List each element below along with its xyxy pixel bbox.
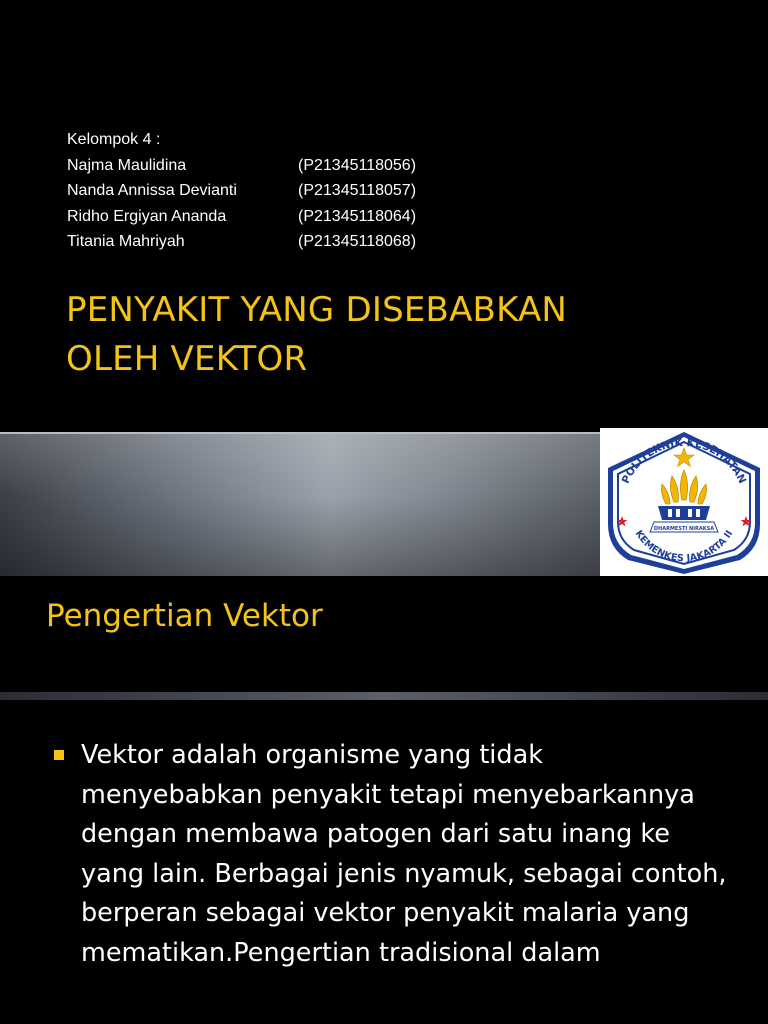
- member-nim: (P21345118068): [298, 233, 417, 250]
- title-line-2: OLEH VEKTOR: [66, 339, 308, 379]
- member-nim: (P21345118064): [298, 207, 417, 225]
- member-name: Nanda Annissa Devianti: [67, 182, 237, 199]
- decorative-band: [0, 692, 768, 700]
- group-label: Kelompok 4 :: [67, 131, 161, 148]
- member-name: Najma Maulidina: [67, 156, 187, 174]
- member-nim: (P21345118057): [298, 182, 417, 199]
- decorative-band-shade: [0, 432, 600, 576]
- member-nim: (P21345118056): [298, 156, 417, 174]
- content-area: [0, 700, 768, 1024]
- member-list: [67, 127, 416, 255]
- poltekkes-logo-icon: [600, 428, 768, 576]
- slide-title-heading: [66, 286, 726, 384]
- member-row: [67, 178, 416, 204]
- bullet-square-icon: [54, 750, 64, 760]
- svg-text:DHARMESTI NIRAKSA: DHARMESTI NIRAKSA: [653, 526, 715, 532]
- slide-content: [0, 576, 768, 1024]
- member-row: [67, 229, 416, 255]
- svg-text:POLITEKNIK KESEHATAN: POLITEKNIK KESEHATAN: [619, 436, 749, 486]
- member-name: Titania Mahriyah: [67, 233, 185, 250]
- institution-logo: [600, 428, 768, 576]
- bullet-text: Vektor adalah organisme yang tidak menyebabkan penyakit tetapi menyebarkannya dengan membawa patogen dari satu inang ke yang lain. Berbagai jenis nyamuk, sebagai contoh, berperan sebagai vektor penyakit malaria yang mematikan.Pengertian tradisional dalam: [81, 740, 727, 968]
- slide-heading: Pengertian Vektor: [46, 598, 323, 634]
- title-line-1: PENYAKIT YANG DISEBABKAN: [66, 290, 568, 330]
- member-row: [67, 153, 416, 179]
- svg-text:KEMENKES JAKARTA II: KEMENKES JAKARTA II: [632, 528, 736, 565]
- member-name: Ridho Ergiyan Ananda: [67, 207, 227, 225]
- member-row: [67, 204, 416, 230]
